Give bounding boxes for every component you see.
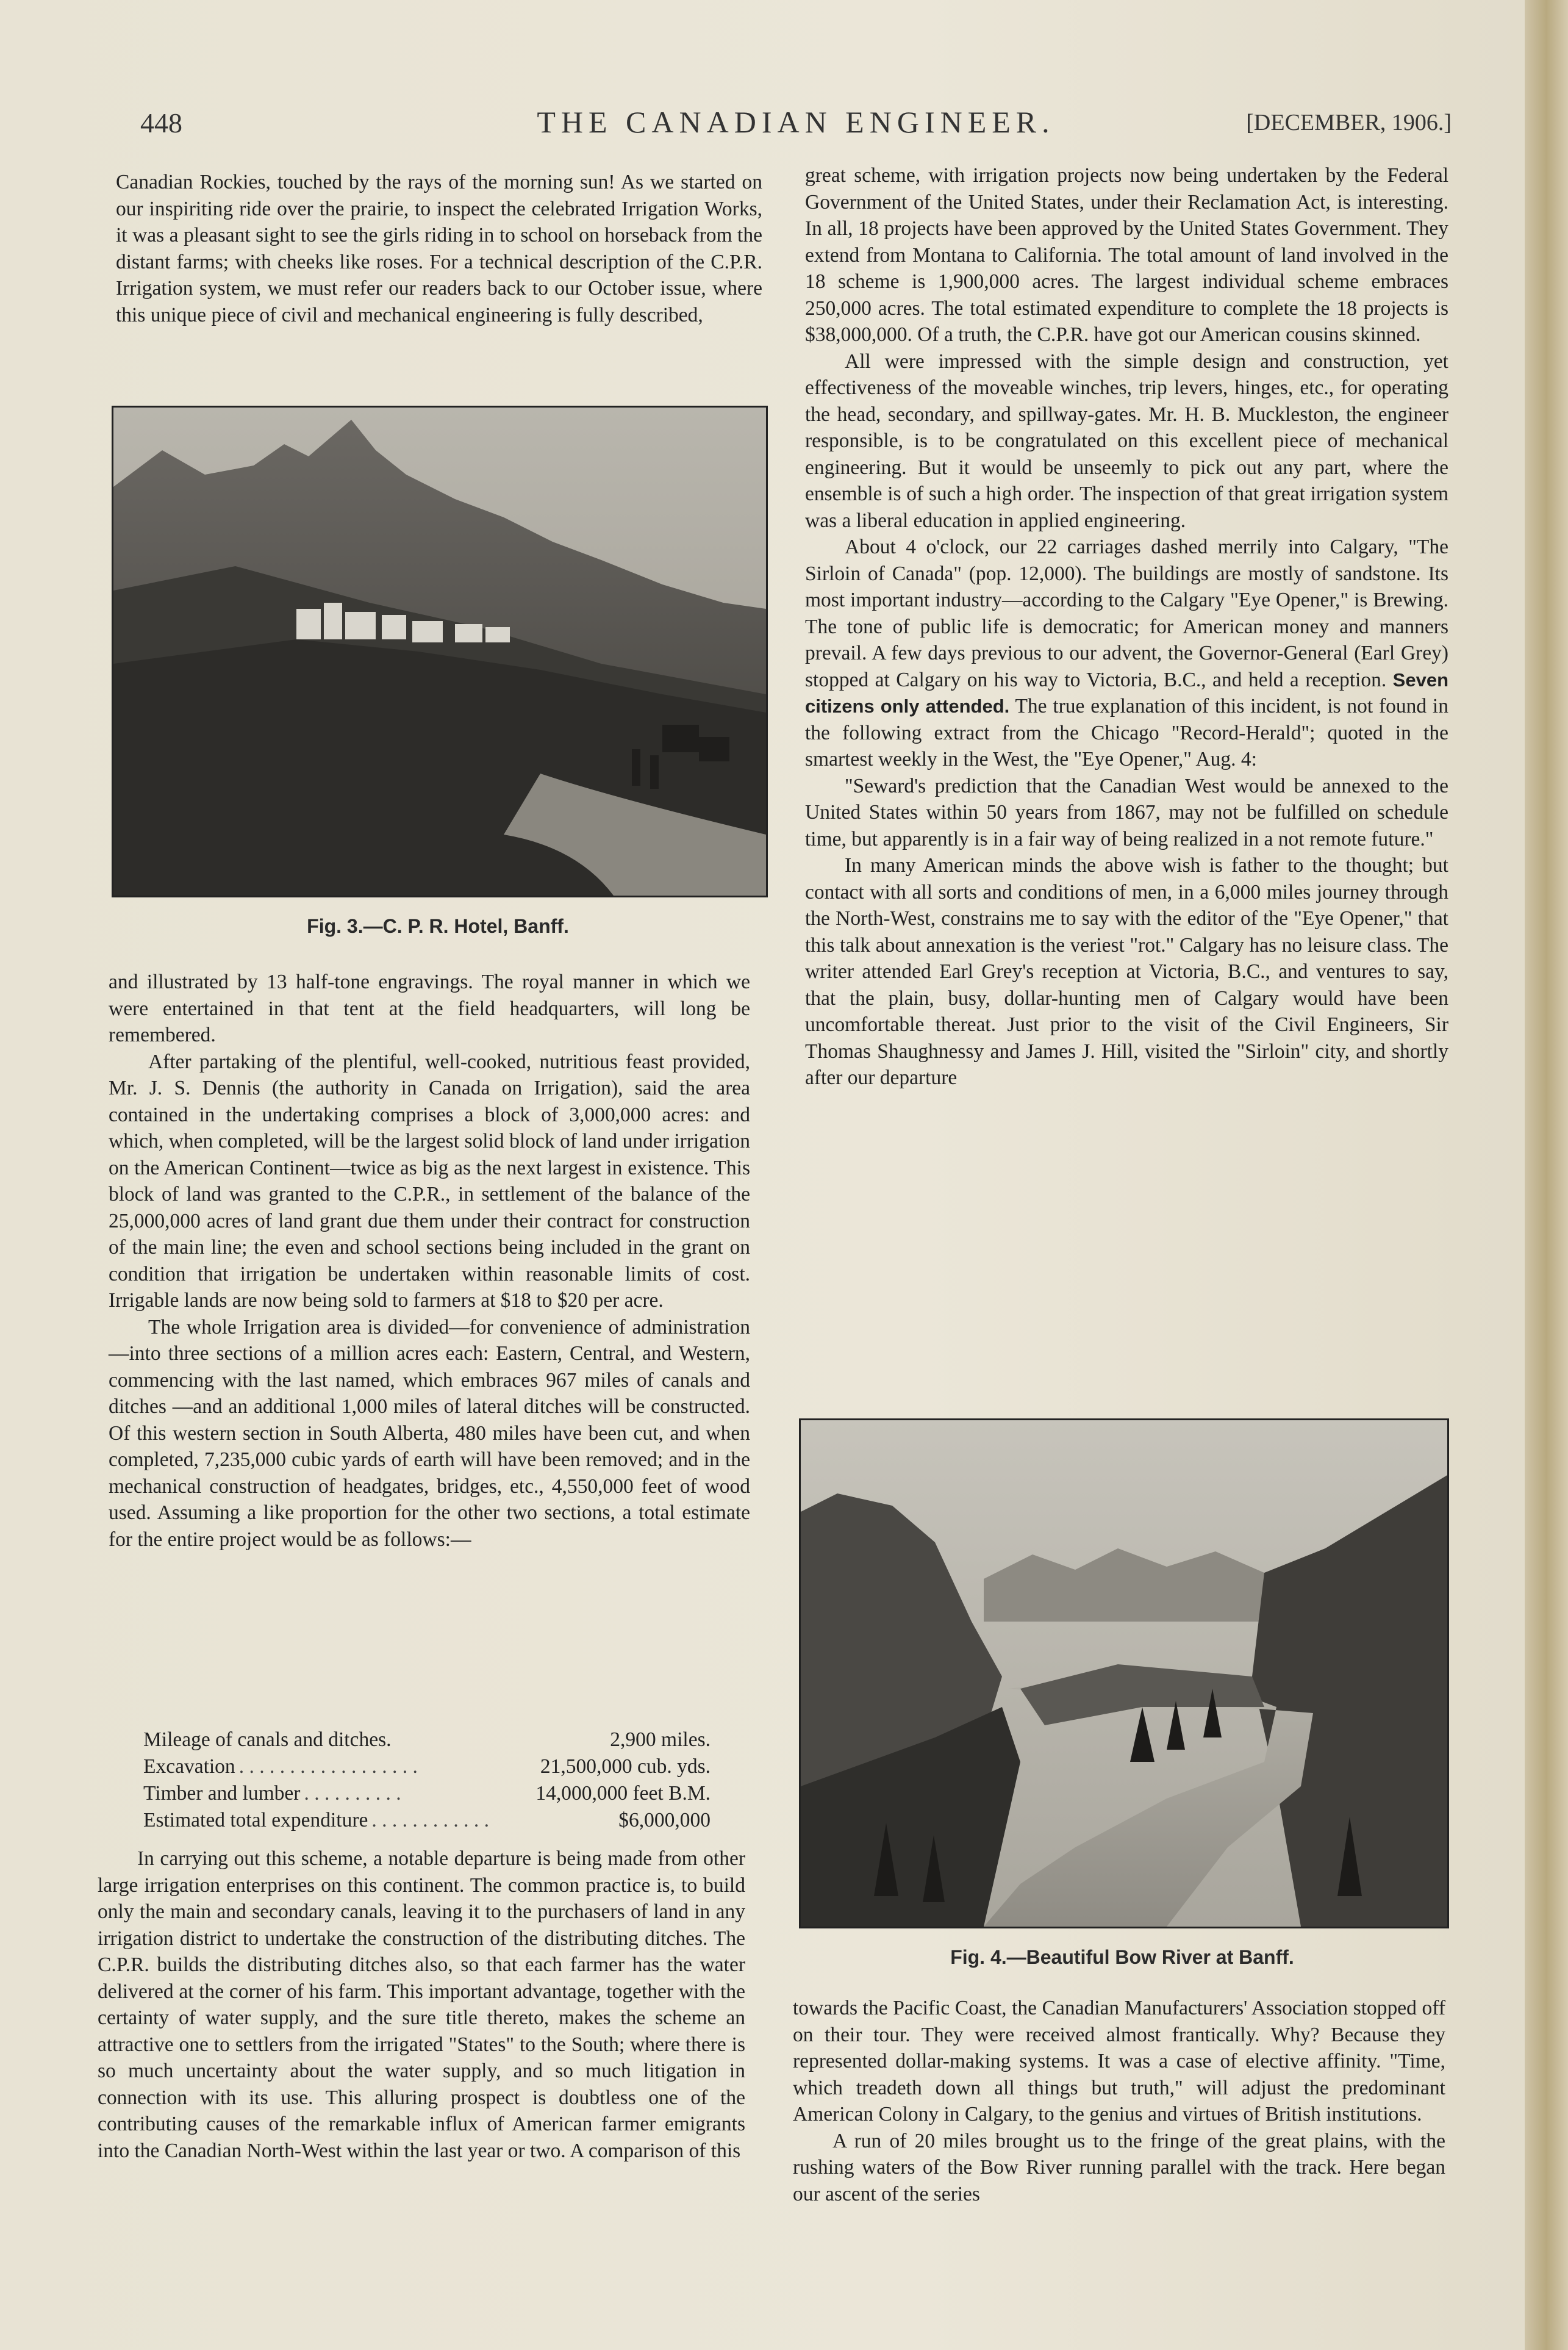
- bow-river-photo-illustration: [801, 1420, 1447, 1927]
- paragraph: great scheme, with irrigation projects now being undertaken by the Federal Government of the United States, under their Reclamation Act, is interesting. In all, 18 projects have been approved by the United States Government. They extend from Montana to California. The total amount of land involved in the 18 scheme is 1,900,000 acres. The largest individual scheme embraces 250,000 acres. The total estimated expenditure to complete the 18 projects is $38,000,000. Of a truth, the C.P.R. have got our American cousins skinned.: [805, 164, 1448, 346]
- paragraph: Canadian Rockies, touched by the rays of the morning sun! As we started on our inspiriting ride over the prairie, to inspect the celebrated Irrigation Works, it was a pleasant sight to see the girls riding in to school on horseback from the distant farms; with cheeks like roses. For a technical description of the C.P.R. Irrigation system, we must refer our readers back to our October issue, where this unique piece of civil and mechanical engineering is fully described,: [116, 171, 762, 326]
- page-number: 448: [140, 107, 182, 138]
- right-column-top: [805, 162, 1448, 1091]
- issue-date: [DECEMBER, 1906.]: [1246, 110, 1452, 135]
- quotation: "Seward's prediction that the Canadian West would be annexed to the United States within 50 years from 1867, may not be fulfilled on schedule time, but apparently is in a fair way of being realized in a not remote future.": [805, 774, 1448, 850]
- paragraph: A run of 20 miles brought us to the fringe of the great plains, with the rushing waters of the Bow River running parallel with the track. Here began our ascent of the series: [793, 2129, 1445, 2205]
- table-row: Estimated total expenditure . . . . . . . . . . . . $6,000,000: [143, 1809, 711, 1831]
- right-column-bottom: [793, 1995, 1445, 2207]
- hotel-photo-illustration: [113, 408, 766, 896]
- paragraph: and illustrated by 13 half-tone engravings. The royal manner in which we were entertained in that tent at the field headquarters, will long be remembered.: [109, 971, 750, 1046]
- paragraph: In many American minds the above wish is father to the thought; but contact with all sorts and conditions of men, in a 6,000 miles journey through the North-West, constrains me to say with the editor of the "Eye Opener," that this talk about annexation is the veriest "rot." Calgary has no leisure class. The writer attended Earl Grey's reception at Victoria, B.C., and ventures to say, that the plain, busy, dollar-hunting men of Calgary would have been uncomfortable thereat. Just prior to the visit of the Civil Engineers, Sir Thomas Shaughnessy and James J. Hill, visited the "Sirloin" city, and shortly after our departure: [805, 854, 1448, 1089]
- left-column-middle: [109, 969, 750, 1553]
- paragraph: About 4 o'clock, our 22 carriages dashed merrily into Calgary, "The Sirloin of Canada" (pop. 12,000). The buildings are mostly of sandstone. Its most important industry—according to the Calgary "Eye Opener," is Brewing. The tone of public life is democratic; for American money and manners prevail. A few days previous to our advent, the Governor-General (Earl Grey) stopped at Calgary on his way to Victoria, B.C., and held a reception. Seven citizens only attended. The true explanation of this incident, is not found in the following extract from the Chicago "Record-Herald"; quoted in the smartest weekly in the West, the "Eye Opener," Aug. 4:: [805, 536, 1449, 771]
- table-row: Excavation . . . . . . . . . . . . . . . . . . 21,500,000 cub. yds.: [143, 1755, 711, 1778]
- left-column-bottom: [98, 1845, 745, 2164]
- figure-4-caption: Fig. 4.—Beautiful Bow River at Banff.: [950, 1946, 1294, 1968]
- paragraph: All were impressed with the simple design and construction, yet effectiveness of the moveable winches, trip levers, hinges, etc., for operating the head, secondary, and spillway-gates. Mr. H. B. Muckleston, the engineer responsible, is to be congratulated on this excellent piece of mechanical engineering. But it would be unseemly to pick out any part, where the ensemble is of such a high order. The inspection of that great irrigation system was a liberal education in applied engineering.: [805, 350, 1448, 532]
- figure-4-photo-bow-river: [799, 1418, 1449, 1928]
- journal-title: THE CANADIAN ENGINEER.: [537, 105, 1055, 139]
- paragraph: After partaking of the plentiful, well-cooked, nutritious feast provided, Mr. J. S. Dennis (the authority in Canada on Irrigation), said the area contained in the undertaking comprises a block of 3,000,000 acres: and which, when completed, will be the largest solid block of land under irrigation on the American Continent—twice as big as the next largest in existence. This block of land was granted to the C.P.R., in settlement of the balance of the 25,000,000 acres of land grant due them under their contract for construction of the main line; the even and school sections being included in the grant on condition that irrigation be undertaken within reasonable limits of cost. Irrigable lands are now being sold to farmers at $18 to $20 per acre.: [109, 1050, 750, 1312]
- table-row: Timber and lumber . . . . . . . . . . 14,000,000 feet B.M.: [143, 1782, 711, 1805]
- table-row: Mileage of canals and ditches. 2,900 miles.: [143, 1728, 711, 1751]
- page-binding-edge: [1525, 0, 1568, 2350]
- running-header: [140, 101, 1452, 156]
- left-column-top: [116, 169, 762, 328]
- figure-3-caption: Fig. 3.—C. P. R. Hotel, Banff.: [307, 915, 569, 937]
- bold-phrase: Seven citizens only attended.: [805, 669, 1449, 717]
- paragraph: In carrying out this scheme, a notable departure is being made from other large irrigation enterprises on this continent. The common practice is, to build only the main and secondary canals, leaving it to the purchasers of land in any irrigation district to undertake the construction of the distributing ditches. The C.P.R. builds the distributing ditches also, so that each farmer has the water delivered at the corner of his farm. This important advantage, together with the certainty of water supply, and the sure title thereto, makes the scheme an attractive one to settlers from the irrigated "States" to the South; where there is so much uncertainty about the water supply, and so much litigation in connection with its use. This alluring prospect is doubtless one of the contributing causes of the remarkable influx of American farmer emigrants into the Canadian North-West within the last year or two. A comparison of this: [98, 1847, 745, 2162]
- paragraph: towards the Pacific Coast, the Canadian Manufacturers' Association stopped off on their tour. They were received almost frantically. Why? Because they represented dollar-making systems. It was a case of elective affinity. "Time, which treadeth down all things but truth," will adjust the predominant American Colony in Calgary, to the genius and virtues of British institutions.: [793, 1997, 1445, 2125]
- figure-3-photo-hotel-banff: [112, 406, 768, 897]
- paragraph: The whole Irrigation area is divided—for convenience of administration—into three sections of a million acres each: Eastern, Central, and Western, commencing with the last named, which embraces 967 miles of canals and ditches —and an additional 1,000 miles of lateral ditches will be constructed. Of this western section in South Alberta, 480 miles have been cut, and when completed, 7,235,000 cubic yards of earth will have been removed; and in the mechanical construction of headgates, bridges, etc., 4,550,000 feet of wood used. Assuming a like proportion for the other two sections, a total estimate for the entire project would be as follows:—: [109, 1315, 750, 1551]
- estimate-table: [143, 1727, 711, 1834]
